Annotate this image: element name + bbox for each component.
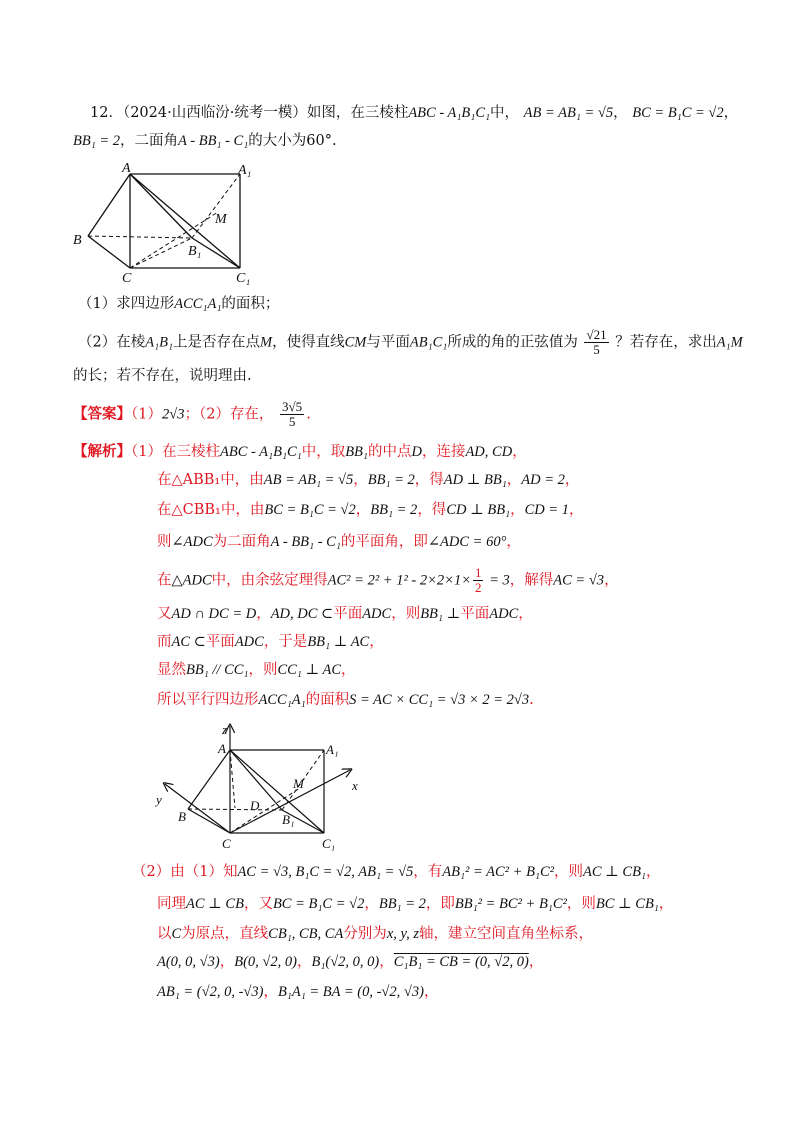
fig2-label-a1: A₁	[326, 742, 339, 757]
a3g: ，	[510, 502, 525, 518]
fig1-label-b1: B₁	[188, 244, 202, 259]
q2-mid1: 上是否存在点	[173, 334, 261, 351]
a3i: ，	[569, 502, 584, 518]
analysis-line-6	[157, 604, 533, 624]
a4c: 为二面角	[212, 534, 271, 550]
analysis-line-1	[73, 442, 527, 462]
p2-4b: ，	[219, 954, 235, 970]
separator: ，	[613, 105, 628, 121]
a7g: ，	[369, 634, 384, 650]
prism-name: ABC - A₁B₁C₁	[408, 105, 491, 121]
analysis-line-5	[157, 566, 619, 595]
fig2-label-d: D	[250, 798, 260, 813]
fig1-label-a: A	[122, 161, 131, 176]
condition-bc: BC = B₁C = √2	[632, 105, 724, 121]
a4g: ，	[506, 534, 521, 550]
analysis-line-2	[157, 470, 579, 490]
edge-a-b1	[130, 174, 192, 238]
figure-1-prism	[70, 160, 270, 285]
analysis-line-4	[157, 532, 521, 552]
p2-2b: AC ⊥ CB	[186, 896, 244, 912]
a2e: ，得	[414, 472, 444, 488]
fig2-label-z: z	[222, 722, 228, 737]
a5-frac-num: 1	[474, 565, 482, 580]
fig1-label-b: B	[73, 233, 82, 248]
part2-line-1	[132, 862, 660, 882]
analysis-line-9	[157, 690, 534, 710]
a5h: ，	[604, 572, 619, 589]
a6b: AD ∩ DC = D	[171, 606, 257, 622]
a3a: 在△CBB₁中，由	[157, 502, 265, 518]
a6d: AD, DC ⊂	[270, 606, 334, 622]
line2-a-d	[230, 750, 235, 808]
a7c: 平面	[205, 634, 235, 650]
p2-2f: BB₁ = 2	[378, 896, 426, 912]
a1i: ，	[512, 444, 527, 460]
question-2-line-1	[78, 328, 743, 357]
q2-mid4: 所成的角的正弦值为	[447, 334, 578, 351]
a6h: BB₁ ⊥	[420, 606, 461, 622]
answer-p2: ；（2）存在，	[184, 406, 274, 423]
edge-c-b1	[130, 238, 192, 268]
a3e: ，得	[417, 502, 447, 518]
fig2-label-b: B	[178, 809, 186, 824]
a5g: AC = √3	[553, 572, 605, 589]
part2-line-4	[157, 952, 543, 972]
q2-line2: 的长；若不存在，说明理由.	[73, 368, 252, 384]
p2-4h: ，	[528, 954, 544, 970]
a1c: 中，取	[301, 444, 346, 460]
p2-1d: AB₁² = AC² + B₁C²	[442, 864, 554, 880]
a3d: BB₁ = 2	[370, 502, 418, 518]
edge2-b-c	[188, 809, 230, 833]
analysis-line-7	[157, 632, 384, 652]
q2-fraction	[584, 328, 608, 357]
a2h: AD = 2	[521, 472, 565, 488]
fig1-label-c1: C₁	[236, 271, 251, 285]
condition-bb1: BB₁ = 2	[73, 133, 121, 149]
a3c: ，	[355, 502, 371, 518]
p2-4d: ，	[296, 954, 312, 970]
p2-4e: B₁(√2, 0, 0)	[311, 954, 380, 970]
a2a: 在△ABB₁中，由	[157, 472, 264, 488]
a4d: A - BB₁ - C₁	[270, 534, 341, 550]
a2c: ，	[353, 472, 368, 488]
p2-2a: 同理	[157, 896, 186, 912]
a5a: 在	[157, 572, 172, 589]
a6e: 平面	[333, 606, 363, 622]
a5b: △ADC	[171, 572, 212, 589]
q2-frac-den: 5	[593, 342, 600, 357]
dihedral-name: A - BB₁ - C₁	[178, 133, 249, 149]
a6k: ，	[518, 606, 533, 622]
p2-4a: A(0, 0, √3)	[157, 954, 220, 970]
p2-2i: ，则	[566, 896, 596, 912]
a1h: AD, CD	[465, 444, 513, 460]
p2-3a: 以	[157, 926, 172, 942]
a5e: = 3	[485, 572, 510, 589]
a8a: 显然	[157, 662, 186, 678]
analysis-line-8	[157, 660, 356, 680]
separator-2: ，	[723, 105, 739, 121]
a4a: 则	[157, 534, 172, 550]
p2-4g: C₁B₁ = CB = (0, √2, 0)	[393, 954, 529, 970]
a6g: ，则	[391, 606, 421, 622]
a1g: ，连接	[421, 444, 466, 460]
edge-b-c	[88, 236, 130, 268]
q1-shape: ACC₁A₁	[174, 296, 222, 312]
q1-prefix: （1）求四边形	[78, 296, 175, 312]
a6c: ，	[256, 606, 271, 622]
a3h: CD = 1	[524, 502, 570, 518]
a7d: ADC	[234, 634, 264, 650]
a4e: 的平面角，即	[340, 534, 428, 550]
q2-frac-num: √21	[586, 327, 607, 342]
a4f: ∠ADC = 60°	[427, 534, 507, 550]
answer-end: .	[306, 406, 311, 423]
answer-v1: 2√3	[161, 406, 185, 423]
a6i: 平面	[460, 606, 490, 622]
fig2-label-x: x	[352, 778, 358, 793]
a5-frac-den: 2	[474, 580, 482, 595]
a5f: ，解得	[509, 572, 554, 589]
a5c: 中，由余弦定理得	[211, 572, 328, 589]
p2-2h: BB₁² = BC² + B₁C²	[454, 896, 567, 912]
answer-frac-den: 5	[288, 414, 296, 429]
a8b: BB₁ // CC₁	[186, 662, 249, 678]
answer-p1: （1）	[131, 406, 162, 423]
fig2-label-c1: C₁	[322, 836, 336, 851]
a6j: ADC	[489, 606, 519, 622]
p2-1a: （2）由（1）知	[132, 864, 238, 880]
fig2-label-a: A	[218, 741, 226, 756]
q2-line: CM	[344, 334, 367, 351]
a8c: ，则	[248, 662, 278, 678]
a7a: 而	[157, 634, 172, 650]
answer-frac-num: 3√5	[282, 399, 303, 414]
p2-3c: 为原点，直线	[181, 926, 269, 942]
a8d: CC₁ ⊥ AC	[277, 662, 341, 678]
problem-intro: 如图，在三棱柱	[306, 105, 409, 121]
q2-mid5: ？若存在，求出	[615, 334, 717, 351]
figure-2-coordinate-system	[150, 718, 380, 853]
p2-5d: ，	[423, 984, 439, 1000]
a1b: ABC - A₁B₁C₁	[219, 444, 302, 460]
p2-1g: ，	[645, 864, 661, 880]
p2-1b: AC = √3, B₁C = √2, AB₁ = √5	[237, 864, 414, 880]
fig2-label-b1: B₁	[282, 812, 295, 827]
a7f: BB₁ ⊥ AC	[307, 634, 370, 650]
a6a: 又	[157, 606, 172, 622]
edge2-a-b	[188, 750, 230, 809]
a2f: AD ⊥ BB₁	[443, 472, 507, 488]
a1a: （1）在三棱柱	[131, 444, 220, 460]
edge-b-b1	[88, 236, 192, 238]
a3b: BC = B₁C = √2	[264, 502, 356, 518]
p2-2j: BC ⊥ CB₁	[595, 896, 659, 912]
a6f: ADC	[362, 606, 392, 622]
p2-2g: ，即	[425, 896, 455, 912]
fig2-label-m: M	[293, 776, 304, 791]
a9b: ACC₁A₁	[258, 692, 306, 708]
q2-plane: AB₁C₁	[409, 334, 448, 351]
problem-in: 中，	[490, 105, 520, 121]
a7b: AC ⊂	[171, 634, 206, 650]
q1-suffix: 的面积；	[221, 296, 280, 312]
a9c: 的面积	[305, 692, 350, 708]
a7e: ，于是	[263, 634, 308, 650]
q2-prefix: （2）在棱	[78, 334, 146, 351]
q2-mid3: 与平面	[366, 334, 410, 351]
q2-edge: A₁B₁	[145, 334, 174, 351]
p2-3b: C	[171, 926, 182, 942]
a2g: ，	[506, 472, 522, 488]
fig1-label-c: C	[122, 271, 132, 285]
p2-5c: B₁A₁ = BA = (0, -√2, √3)	[277, 984, 424, 1000]
part2-line-2	[157, 894, 673, 914]
p2-4f: ，	[379, 954, 394, 970]
y-axis	[165, 784, 230, 833]
p2-3e: 分别为	[343, 926, 387, 942]
a8e: ，	[341, 662, 356, 678]
problem-line-2	[73, 131, 337, 151]
dihedral-tail: 的大小为60°.	[248, 133, 337, 149]
answer-fraction	[280, 400, 304, 429]
p2-1c: ，有	[413, 864, 443, 880]
p2-2d: BC = B₁C = √2	[272, 896, 365, 912]
a2b: AB = AB₁ = √5	[263, 472, 354, 488]
p2-3g: 轴，建立空间直角坐标系，	[419, 926, 594, 942]
p2-1f: AC ⊥ CB₁	[582, 864, 646, 880]
fig1-label-a1: A₁	[238, 163, 252, 178]
a1d: BB₁	[345, 444, 368, 460]
a2d: BB₁ = 2	[367, 472, 415, 488]
a4b: ∠ADC	[171, 534, 213, 550]
dihedral-text: ，二面角	[120, 133, 179, 149]
part2-line-3	[157, 924, 593, 944]
p2-2c: ，又	[243, 896, 273, 912]
a1e: 的中点	[367, 444, 412, 460]
question-2-line-2	[73, 366, 252, 386]
fig2-label-c: C	[222, 836, 231, 851]
p2-4c: B(0, √2, 0)	[234, 954, 297, 970]
q2-mid2: ，使得直线	[272, 334, 345, 351]
p2-2e: ，	[364, 896, 379, 912]
q2-target: A₁M	[716, 334, 743, 351]
fig1-label-m: M	[215, 212, 227, 227]
fig2-label-y: y	[156, 792, 162, 807]
problem-number: 12．	[90, 105, 123, 121]
edge-b1-a1	[192, 174, 240, 238]
p2-5a: AB₁ = (√2, 0, -√3)	[157, 984, 264, 1000]
p2-3d: CB₁, CB, CA	[268, 926, 344, 942]
edge-a-b	[88, 174, 130, 236]
analysis-tag: 【解析】	[73, 443, 131, 460]
analysis-line-3	[157, 500, 584, 520]
q2-point: M	[260, 334, 273, 351]
a9e: .	[529, 692, 534, 708]
a3f: CD ⊥ BB₁	[446, 502, 511, 518]
condition-ab: AB = AB₁ = √5	[523, 105, 614, 121]
a2i: ，	[564, 472, 580, 488]
p2-3f: x, y, z	[386, 926, 420, 942]
a1f: D	[411, 444, 422, 460]
a5-fraction	[473, 566, 484, 595]
a9d: S = AC × CC₁ = √3 × 2 = 2√3	[349, 692, 530, 708]
a9a: 所以平行四边形	[157, 692, 259, 708]
p2-2k: ，	[658, 896, 674, 912]
answer-tag: 【答案】	[73, 405, 131, 423]
answer-line	[73, 400, 311, 429]
question-1	[78, 294, 279, 314]
part2-line-5	[157, 982, 438, 1002]
problem-line-1	[90, 103, 738, 123]
a5d: AC² = 2² + 1² - 2×2×1×	[327, 572, 471, 589]
p2-5b: ，	[263, 984, 278, 1000]
problem-source: （2024·山西临汾·统考一模）	[122, 105, 307, 121]
p2-1e: ，则	[553, 864, 583, 880]
